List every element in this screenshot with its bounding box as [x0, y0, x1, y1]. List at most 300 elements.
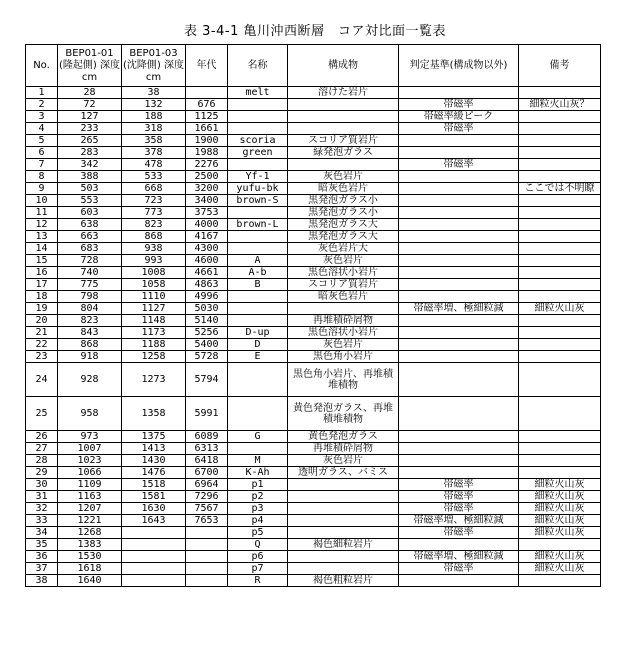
cell-criteria [399, 455, 519, 467]
cell-no: 5 [26, 135, 58, 147]
cell-remarks [519, 327, 601, 339]
cell-bep03-depth: 1643 [122, 515, 186, 527]
cell-bep01-depth: 638 [58, 219, 122, 231]
cell-name: A-b [228, 267, 288, 279]
cell-bep01-depth: 1163 [58, 491, 122, 503]
cell-name: R [228, 575, 288, 587]
cell-no: 1 [26, 87, 58, 99]
cell-criteria [399, 315, 519, 327]
cell-remarks [519, 291, 601, 303]
cell-material [288, 159, 399, 171]
cell-bep01-depth: 265 [58, 135, 122, 147]
table-row [26, 351, 601, 363]
cell-name: D [228, 339, 288, 351]
cell-age: 2500 [186, 171, 228, 183]
cell-no: 34 [26, 527, 58, 539]
cell-age: 5140 [186, 315, 228, 327]
cell-bep01-depth: 775 [58, 279, 122, 291]
cell-bep03-depth: 1188 [122, 339, 186, 351]
cell-bep03-depth: 38 [122, 87, 186, 99]
cell-name: Yf-1 [228, 171, 288, 183]
cell-material: 黒発泡ガラス大 [288, 219, 399, 231]
cell-bep03-depth: 1430 [122, 455, 186, 467]
cell-bep03-depth: 668 [122, 183, 186, 195]
cell-no: 8 [26, 171, 58, 183]
cell-material: 灰色岩片 [288, 171, 399, 183]
cell-name: green [228, 147, 288, 159]
cell-name [228, 397, 288, 431]
cell-name: E [228, 351, 288, 363]
cell-bep01-depth: 973 [58, 431, 122, 443]
cell-age [186, 551, 228, 563]
cell-bep03-depth: 533 [122, 171, 186, 183]
cell-bep03-depth: 938 [122, 243, 186, 255]
cell-material: 緑発泡ガラス [288, 147, 399, 159]
cell-name [228, 291, 288, 303]
cell-age: 4996 [186, 291, 228, 303]
cell-name: M [228, 455, 288, 467]
table-row [26, 563, 601, 575]
cell-no: 11 [26, 207, 58, 219]
cell-no: 38 [26, 575, 58, 587]
cell-material: 黒発泡ガラス小 [288, 207, 399, 219]
cell-age: 4600 [186, 255, 228, 267]
cell-material: 灰色岩片 [288, 339, 399, 351]
cell-name: p6 [228, 551, 288, 563]
cell-bep01-depth: 823 [58, 315, 122, 327]
table-row [26, 159, 601, 171]
cell-bep01-depth: 1618 [58, 563, 122, 575]
cell-no: 18 [26, 291, 58, 303]
table-row [26, 397, 601, 431]
table-row [26, 443, 601, 455]
cell-bep03-depth [122, 575, 186, 587]
table-row [26, 111, 601, 123]
table-row [26, 231, 601, 243]
cell-criteria [399, 255, 519, 267]
cell-age: 5728 [186, 351, 228, 363]
cell-bep03-depth: 1581 [122, 491, 186, 503]
cell-criteria [399, 135, 519, 147]
cell-criteria: 帯磁率緩ピーク [399, 111, 519, 123]
cell-bep03-depth: 358 [122, 135, 186, 147]
cell-bep03-depth [122, 551, 186, 563]
cell-bep03-depth: 1273 [122, 363, 186, 397]
table-row [26, 431, 601, 443]
cell-name: D-up [228, 327, 288, 339]
cell-name: G [228, 431, 288, 443]
cell-name: p3 [228, 503, 288, 515]
cell-bep01-depth: 928 [58, 363, 122, 397]
cell-name: Q [228, 539, 288, 551]
cell-bep03-depth: 318 [122, 123, 186, 135]
cell-bep03-depth: 1058 [122, 279, 186, 291]
cell-criteria: 帯磁率 [399, 99, 519, 111]
cell-bep03-depth: 378 [122, 147, 186, 159]
cell-name: B [228, 279, 288, 291]
cell-material [288, 479, 399, 491]
table-row [26, 491, 601, 503]
cell-no: 17 [26, 279, 58, 291]
cell-material [288, 99, 399, 111]
cell-criteria: 帯磁率 [399, 159, 519, 171]
cell-no: 15 [26, 255, 58, 267]
cell-name [228, 303, 288, 315]
cell-bep01-depth: 342 [58, 159, 122, 171]
cell-age: 676 [186, 99, 228, 111]
cell-material [288, 111, 399, 123]
table-row [26, 147, 601, 159]
table-row [26, 455, 601, 467]
cell-bep03-depth: 1630 [122, 503, 186, 515]
cell-no: 22 [26, 339, 58, 351]
cell-age: 3200 [186, 183, 228, 195]
cell-criteria [399, 171, 519, 183]
cell-bep01-depth: 1109 [58, 479, 122, 491]
table-row [26, 219, 601, 231]
cell-name: p7 [228, 563, 288, 575]
cell-no: 10 [26, 195, 58, 207]
table-body [26, 87, 601, 587]
cell-remarks [519, 279, 601, 291]
cell-name [228, 443, 288, 455]
cell-bep03-depth [122, 563, 186, 575]
cell-age: 4661 [186, 267, 228, 279]
cell-remarks: 細粒火山灰 [519, 479, 601, 491]
cell-criteria: 帯磁率増、極細粒減 [399, 303, 519, 315]
cell-remarks [519, 231, 601, 243]
cell-age: 6418 [186, 455, 228, 467]
cell-criteria [399, 183, 519, 195]
table-row [26, 291, 601, 303]
table-row [26, 123, 601, 135]
cell-bep01-depth: 1268 [58, 527, 122, 539]
cell-material [288, 527, 399, 539]
cell-no: 23 [26, 351, 58, 363]
cell-material [288, 303, 399, 315]
cell-age: 6700 [186, 467, 228, 479]
cell-material: 再堆積砕屑物 [288, 443, 399, 455]
cell-bep01-depth: 1007 [58, 443, 122, 455]
cell-material: 灰色岩片 [288, 255, 399, 267]
cell-material [288, 123, 399, 135]
cell-material: スコリア質岩片 [288, 279, 399, 291]
cell-no: 6 [26, 147, 58, 159]
table-row [26, 515, 601, 527]
cell-name: K-Ah [228, 467, 288, 479]
cell-no: 31 [26, 491, 58, 503]
cell-age: 4300 [186, 243, 228, 255]
cell-age [186, 87, 228, 99]
cell-material: 灰色岩片 [288, 455, 399, 467]
cell-bep01-depth: 72 [58, 99, 122, 111]
cell-criteria [399, 87, 519, 99]
cell-no: 28 [26, 455, 58, 467]
cell-name [228, 123, 288, 135]
cell-bep03-depth [122, 539, 186, 551]
cell-material [288, 491, 399, 503]
cell-bep01-depth: 683 [58, 243, 122, 255]
cell-name [228, 99, 288, 111]
cell-bep03-depth: 1148 [122, 315, 186, 327]
cell-no: 25 [26, 397, 58, 431]
cell-no: 29 [26, 467, 58, 479]
cell-no: 16 [26, 267, 58, 279]
cell-criteria [399, 147, 519, 159]
cell-remarks [519, 159, 601, 171]
cell-age [186, 539, 228, 551]
cell-remarks [519, 443, 601, 455]
cell-remarks [519, 431, 601, 443]
cell-bep01-depth: 603 [58, 207, 122, 219]
table-row [26, 503, 601, 515]
cell-criteria: 帯磁率 [399, 527, 519, 539]
cell-no: 13 [26, 231, 58, 243]
table-row [26, 243, 601, 255]
cell-name: brown-S [228, 195, 288, 207]
cell-criteria: 帯磁率 [399, 503, 519, 515]
cell-remarks [519, 123, 601, 135]
cell-material: 褐色粗粒岩片 [288, 575, 399, 587]
table-row [26, 527, 601, 539]
cell-name: brown-L [228, 219, 288, 231]
cell-remarks [519, 339, 601, 351]
cell-no: 26 [26, 431, 58, 443]
cell-bep01-depth: 28 [58, 87, 122, 99]
cell-age: 2276 [186, 159, 228, 171]
cell-remarks [519, 455, 601, 467]
cell-bep01-depth: 728 [58, 255, 122, 267]
core-correlation-table [25, 44, 601, 587]
cell-material: 褐色細粒岩片 [288, 539, 399, 551]
table-row [26, 551, 601, 563]
cell-bep01-depth: 1640 [58, 575, 122, 587]
cell-age: 1125 [186, 111, 228, 123]
cell-bep01-depth: 127 [58, 111, 122, 123]
cell-criteria [399, 467, 519, 479]
cell-criteria [399, 339, 519, 351]
cell-bep03-depth: 132 [122, 99, 186, 111]
cell-remarks: 細粒火山灰 [519, 491, 601, 503]
cell-age: 7653 [186, 515, 228, 527]
cell-age: 6313 [186, 443, 228, 455]
table-row [26, 267, 601, 279]
cell-bep03-depth [122, 527, 186, 539]
cell-remarks [519, 467, 601, 479]
cell-criteria: 帯磁率増、極細粒減 [399, 551, 519, 563]
cell-bep03-depth: 823 [122, 219, 186, 231]
cell-bep03-depth: 1476 [122, 467, 186, 479]
cell-material: 黒色角小岩片、再堆積堆積物 [288, 363, 399, 397]
table-row [26, 183, 601, 195]
table-row [26, 315, 601, 327]
cell-bep01-depth: 804 [58, 303, 122, 315]
cell-remarks: 細粒火山灰 [519, 527, 601, 539]
cell-remarks: 細粒火山灰？ [519, 99, 601, 111]
cell-age: 7567 [186, 503, 228, 515]
cell-criteria [399, 443, 519, 455]
header-remarks: 備考 [519, 45, 601, 87]
cell-remarks [519, 397, 601, 431]
cell-age [186, 527, 228, 539]
cell-remarks: ここでは不明瞭 [519, 183, 601, 195]
cell-remarks [519, 315, 601, 327]
header-row [26, 45, 601, 87]
cell-bep01-depth: 918 [58, 351, 122, 363]
cell-bep03-depth: 478 [122, 159, 186, 171]
cell-bep03-depth: 1127 [122, 303, 186, 315]
cell-material: 黒色角小岩片 [288, 351, 399, 363]
cell-remarks [519, 135, 601, 147]
cell-name: p2 [228, 491, 288, 503]
cell-no: 24 [26, 363, 58, 397]
cell-remarks [519, 111, 601, 123]
table-row [26, 339, 601, 351]
cell-bep01-depth: 1023 [58, 455, 122, 467]
cell-remarks [519, 255, 601, 267]
cell-no: 33 [26, 515, 58, 527]
cell-age: 1988 [186, 147, 228, 159]
cell-name: melt [228, 87, 288, 99]
cell-criteria [399, 539, 519, 551]
cell-criteria: 帯磁率 [399, 479, 519, 491]
cell-name [228, 315, 288, 327]
cell-bep01-depth: 388 [58, 171, 122, 183]
cell-bep01-depth: 958 [58, 397, 122, 431]
table-row [26, 327, 601, 339]
cell-criteria [399, 207, 519, 219]
cell-bep03-depth: 1008 [122, 267, 186, 279]
cell-no: 3 [26, 111, 58, 123]
cell-criteria [399, 363, 519, 397]
cell-remarks [519, 575, 601, 587]
cell-bep01-depth: 233 [58, 123, 122, 135]
cell-name: p5 [228, 527, 288, 539]
cell-no: 35 [26, 539, 58, 551]
header-material: 構成物 [288, 45, 399, 87]
cell-criteria [399, 397, 519, 431]
cell-age: 3753 [186, 207, 228, 219]
cell-remarks [519, 363, 601, 397]
cell-bep01-depth: 503 [58, 183, 122, 195]
cell-bep01-depth: 868 [58, 339, 122, 351]
cell-remarks [519, 243, 601, 255]
cell-name [228, 363, 288, 397]
cell-remarks [519, 195, 601, 207]
cell-remarks [519, 171, 601, 183]
cell-bep03-depth: 868 [122, 231, 186, 243]
cell-no: 37 [26, 563, 58, 575]
cell-remarks: 細粒火山灰 [519, 303, 601, 315]
table-row [26, 87, 601, 99]
cell-bep03-depth: 1358 [122, 397, 186, 431]
cell-no: 30 [26, 479, 58, 491]
cell-age: 5256 [186, 327, 228, 339]
cell-material [288, 551, 399, 563]
cell-material: 黒色溶状小岩片 [288, 267, 399, 279]
cell-criteria [399, 243, 519, 255]
cell-age: 1900 [186, 135, 228, 147]
cell-criteria [399, 279, 519, 291]
cell-material: 黒発泡ガラス小 [288, 195, 399, 207]
cell-age: 7296 [186, 491, 228, 503]
table-row [26, 171, 601, 183]
cell-bep01-depth: 1383 [58, 539, 122, 551]
cell-bep01-depth: 1066 [58, 467, 122, 479]
cell-remarks: 細粒火山灰 [519, 563, 601, 575]
cell-no: 20 [26, 315, 58, 327]
cell-criteria [399, 575, 519, 587]
cell-remarks [519, 351, 601, 363]
cell-criteria [399, 267, 519, 279]
cell-bep01-depth: 553 [58, 195, 122, 207]
cell-name [228, 231, 288, 243]
cell-no: 19 [26, 303, 58, 315]
cell-name: scoria [228, 135, 288, 147]
cell-name [228, 243, 288, 255]
cell-criteria [399, 231, 519, 243]
cell-criteria [399, 431, 519, 443]
cell-age: 3400 [186, 195, 228, 207]
cell-age: 5794 [186, 363, 228, 397]
cell-criteria: 帯磁率 [399, 491, 519, 503]
cell-material: 黄色発泡ガラス、再堆積堆積物 [288, 397, 399, 431]
cell-criteria: 帯磁率増、極細粒減 [399, 515, 519, 527]
header-no: No. [26, 45, 58, 87]
table-row [26, 303, 601, 315]
cell-remarks: 細粒火山灰 [519, 503, 601, 515]
cell-bep03-depth: 1173 [122, 327, 186, 339]
cell-bep03-depth: 1258 [122, 351, 186, 363]
cell-no: 7 [26, 159, 58, 171]
cell-bep03-depth: 188 [122, 111, 186, 123]
header-criteria: 判定基準(構成物以外) [399, 45, 519, 87]
cell-criteria [399, 195, 519, 207]
cell-remarks: 細粒火山灰 [519, 515, 601, 527]
cell-name: p4 [228, 515, 288, 527]
table-row [26, 195, 601, 207]
cell-remarks [519, 267, 601, 279]
cell-remarks: 細粒火山灰 [519, 551, 601, 563]
cell-bep01-depth: 843 [58, 327, 122, 339]
cell-remarks [519, 207, 601, 219]
cell-bep03-depth: 1518 [122, 479, 186, 491]
cell-material: 黄色発泡ガラス [288, 431, 399, 443]
cell-no: 21 [26, 327, 58, 339]
cell-age [186, 575, 228, 587]
cell-no: 32 [26, 503, 58, 515]
table-row [26, 363, 601, 397]
cell-no: 36 [26, 551, 58, 563]
cell-bep01-depth: 663 [58, 231, 122, 243]
cell-name: yufu-bk [228, 183, 288, 195]
table-row [26, 479, 601, 491]
cell-material [288, 503, 399, 515]
cell-name [228, 207, 288, 219]
cell-remarks [519, 147, 601, 159]
cell-criteria [399, 219, 519, 231]
cell-material: 黒発泡ガラス大 [288, 231, 399, 243]
cell-no: 27 [26, 443, 58, 455]
cell-bep01-depth: 283 [58, 147, 122, 159]
table-row [26, 279, 601, 291]
cell-no: 2 [26, 99, 58, 111]
cell-no: 12 [26, 219, 58, 231]
table-title: 表 3-4-1 亀川沖西断層 コア対比面一覧表 [184, 24, 446, 39]
cell-criteria [399, 291, 519, 303]
cell-material: 暗灰色岩片 [288, 183, 399, 195]
cell-material: 溶けた岩片 [288, 87, 399, 99]
